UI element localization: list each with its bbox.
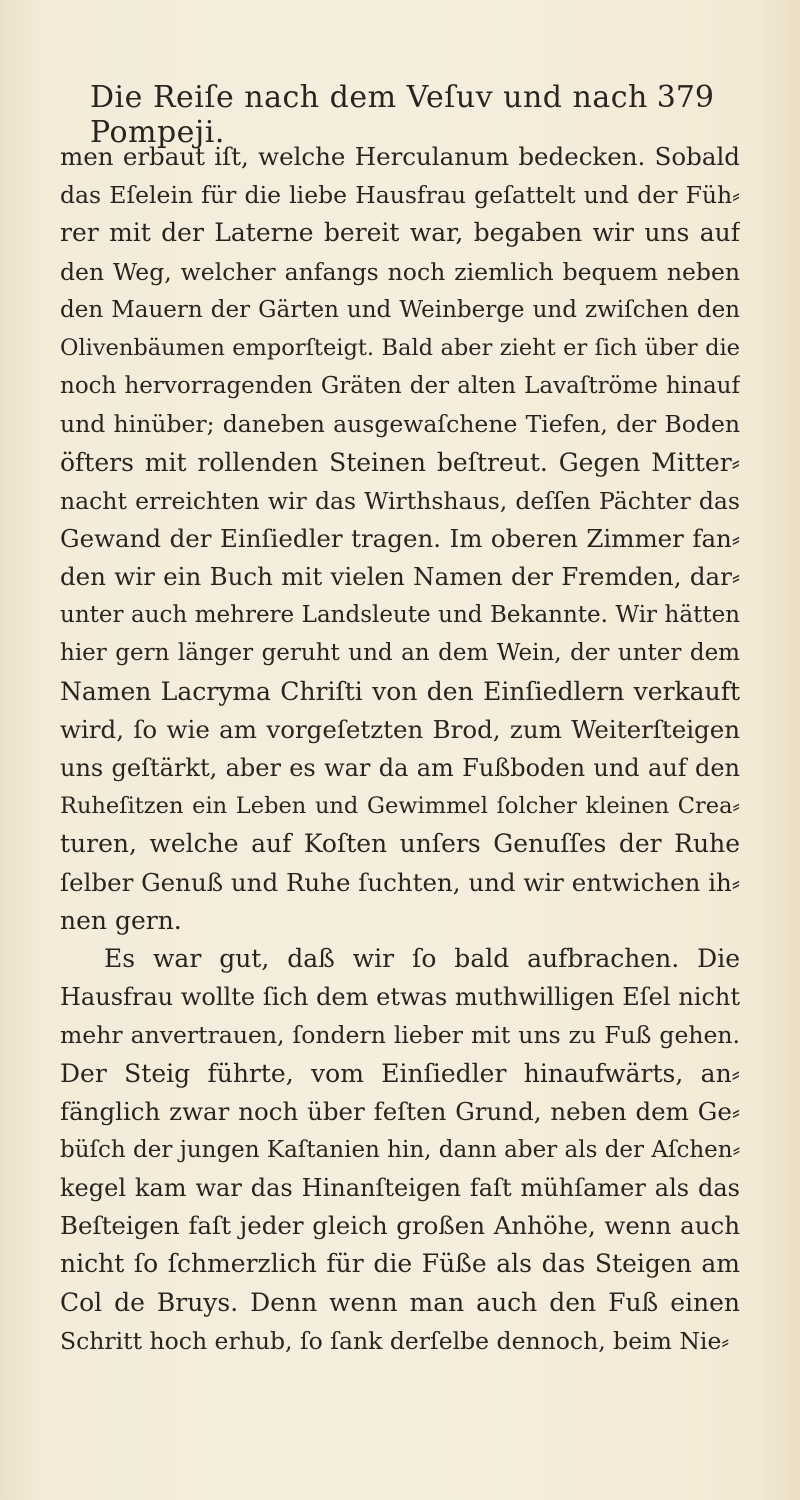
text-line: uns geſtärkt, aber es war da am Fußboden und auf den xyxy=(60,754,740,782)
text-line: Ruheſitzen ein Leben und Gewimmel ſolcher kleinen Crea⸗ xyxy=(60,793,740,820)
text-line: men erbaut iſt, welche Herculanum bedecken. Sobald xyxy=(60,142,740,171)
text-line: Gewand der Einſiedler tragen. Im oberen Zimmer fan⸗ xyxy=(60,523,740,553)
text-line: nacht erreichten wir das Wirthshaus, deſſen Pächter das xyxy=(60,486,740,515)
page-header xyxy=(90,74,714,150)
text-line: Beſteigen faſt jeder gleich großen Anhöhe, wenn auch xyxy=(60,1211,740,1241)
text-line: den Weg, welcher anfangs noch ziemlich bequem neben xyxy=(60,257,740,286)
text-line: Schritt hoch erhub, ſo ſank derſelbe dennoch, beim Nie⸗ xyxy=(60,1326,730,1355)
text-line: öfters mit rollenden Steinen beſtreut. Gegen Mitter⸗ xyxy=(60,447,740,477)
text-line: büſch der jungen Kaſtanien hin, dann aber als der Aſchen⸗ xyxy=(60,1136,740,1163)
paragraph xyxy=(60,138,740,940)
text-line: fänglich zwar noch über feſten Grund, neben dem Ge⸗ xyxy=(60,1096,740,1126)
text-line: kegel kam war das Hinanſteigen faſt mühſamer als das xyxy=(60,1174,740,1203)
text-line: turen, welche auf Koſten unſers Genuſſes der Ruhe xyxy=(60,829,740,859)
text-line: ſelber Genuß und Ruhe ſuchten, und wir entwichen ih⸗ xyxy=(60,867,740,897)
text-line: Namen Lacryma Chriſti von den Einſiedlern verkauft xyxy=(60,676,740,706)
text-line: Col de Bruys. Denn wenn man auch den Fuß einen xyxy=(60,1287,740,1317)
text-line: das Eſelein für die liebe Hausfrau geſattelt und der Füh⸗ xyxy=(60,181,740,210)
text-line: rer mit der Laterne bereit war, begaben wir uns auf xyxy=(60,218,740,248)
paragraph xyxy=(60,940,740,1360)
text-line: mehr anvertrauen, ſondern lieber mit uns zu Fuß gehen. xyxy=(60,1021,740,1050)
text-line: den Mauern der Gärten und Weinberge und zwiſchen den xyxy=(60,296,740,323)
text-line: nen gern. xyxy=(60,905,182,935)
text-line: Olivenbäumen emporſteigt. Bald aber zieht er ſich über die xyxy=(60,334,740,361)
text-line: hier gern länger geruht und an dem Wein, der unter dem xyxy=(60,640,740,667)
text-line: Der Steig führte, vom Einſiedler hinaufwärts, an⸗ xyxy=(60,1058,740,1088)
text-line: wird, ſo wie am vorgeſetzten Brod, zum Weiterſteigen xyxy=(60,714,740,744)
text-line: noch hervorragenden Gräten der alten Lavaſtröme hinauf xyxy=(60,373,740,400)
text-line: und hinüber; daneben ausgewaſchene Tiefen, der Boden xyxy=(60,410,740,439)
text-line: Es war gut, daß wir ſo bald aufbrachen. Die xyxy=(104,943,740,973)
body-text xyxy=(60,138,740,1360)
running-title: Die Reiſe nach dem Veſuv und nach Pompeji. xyxy=(90,80,648,150)
text-line: Hausfrau wollte ſich dem etwas muthwilligen Eſel nicht xyxy=(60,983,740,1012)
text-line: unter auch mehrere Landsleute und Bekannte. Wir hätten xyxy=(60,602,740,629)
text-line: den wir ein Buch mit vielen Namen der Fremden, dar⸗ xyxy=(60,562,740,592)
text-line: nicht ſo ſchmerzlich für die Füße als das Steigen am xyxy=(60,1249,740,1279)
page-number: 379 xyxy=(656,80,714,115)
